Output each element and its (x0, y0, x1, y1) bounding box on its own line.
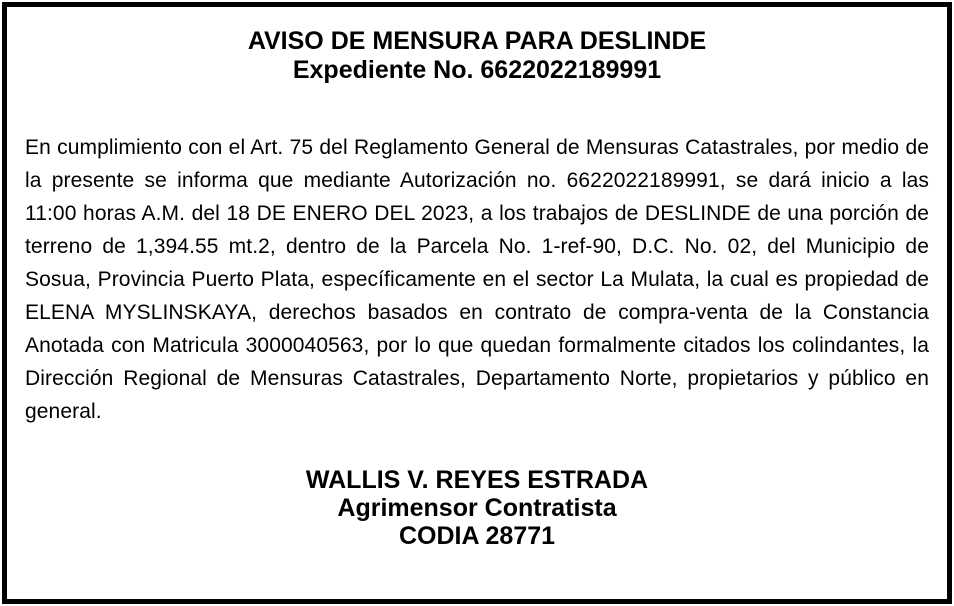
notice-title: AVISO DE MENSURA PARA DESLINDE (247, 27, 707, 55)
notice-expediente-line: Expediente No. 6622022189991 (292, 56, 662, 84)
signature-name: WALLIS V. REYES ESTRADA (305, 466, 649, 494)
notice-border-frame (2, 2, 952, 604)
notice-title-block (25, 27, 929, 85)
signature-codia: CODIA 28771 (398, 522, 556, 550)
signature-block (25, 466, 929, 550)
notice-body-paragraph: En cumplimiento con el Art. 75 del Reglamento General de Mensuras Catastrales, por medio de la presente se informa que mediante Autorización no. 6622022189991, se dará inicio a las 11:00 horas A.M. del 18 DE ENERO DEL 2023, a los trabajos de DESLINDE de una porción de terreno de 1,394.55 mt.2, dentro de la Parcela No. 1-ref-90, D.C. No. 02, del Municipio de Sosua, Provincia Puerto Plata, específicamente en el sector La Mulata, la cual es propiedad de ELENA MYSLINSKAYA, derechos basados en contrato de compra-venta de la Constancia Anotada con Matricula 3000040563, por lo que quedan formalmente citados los colindantes, la Dirección Regional de Mensuras Catastrales, Departamento Norte, propietarios y público en general. (25, 136, 929, 423)
signature-role: Agrimensor Contratista (337, 494, 617, 522)
